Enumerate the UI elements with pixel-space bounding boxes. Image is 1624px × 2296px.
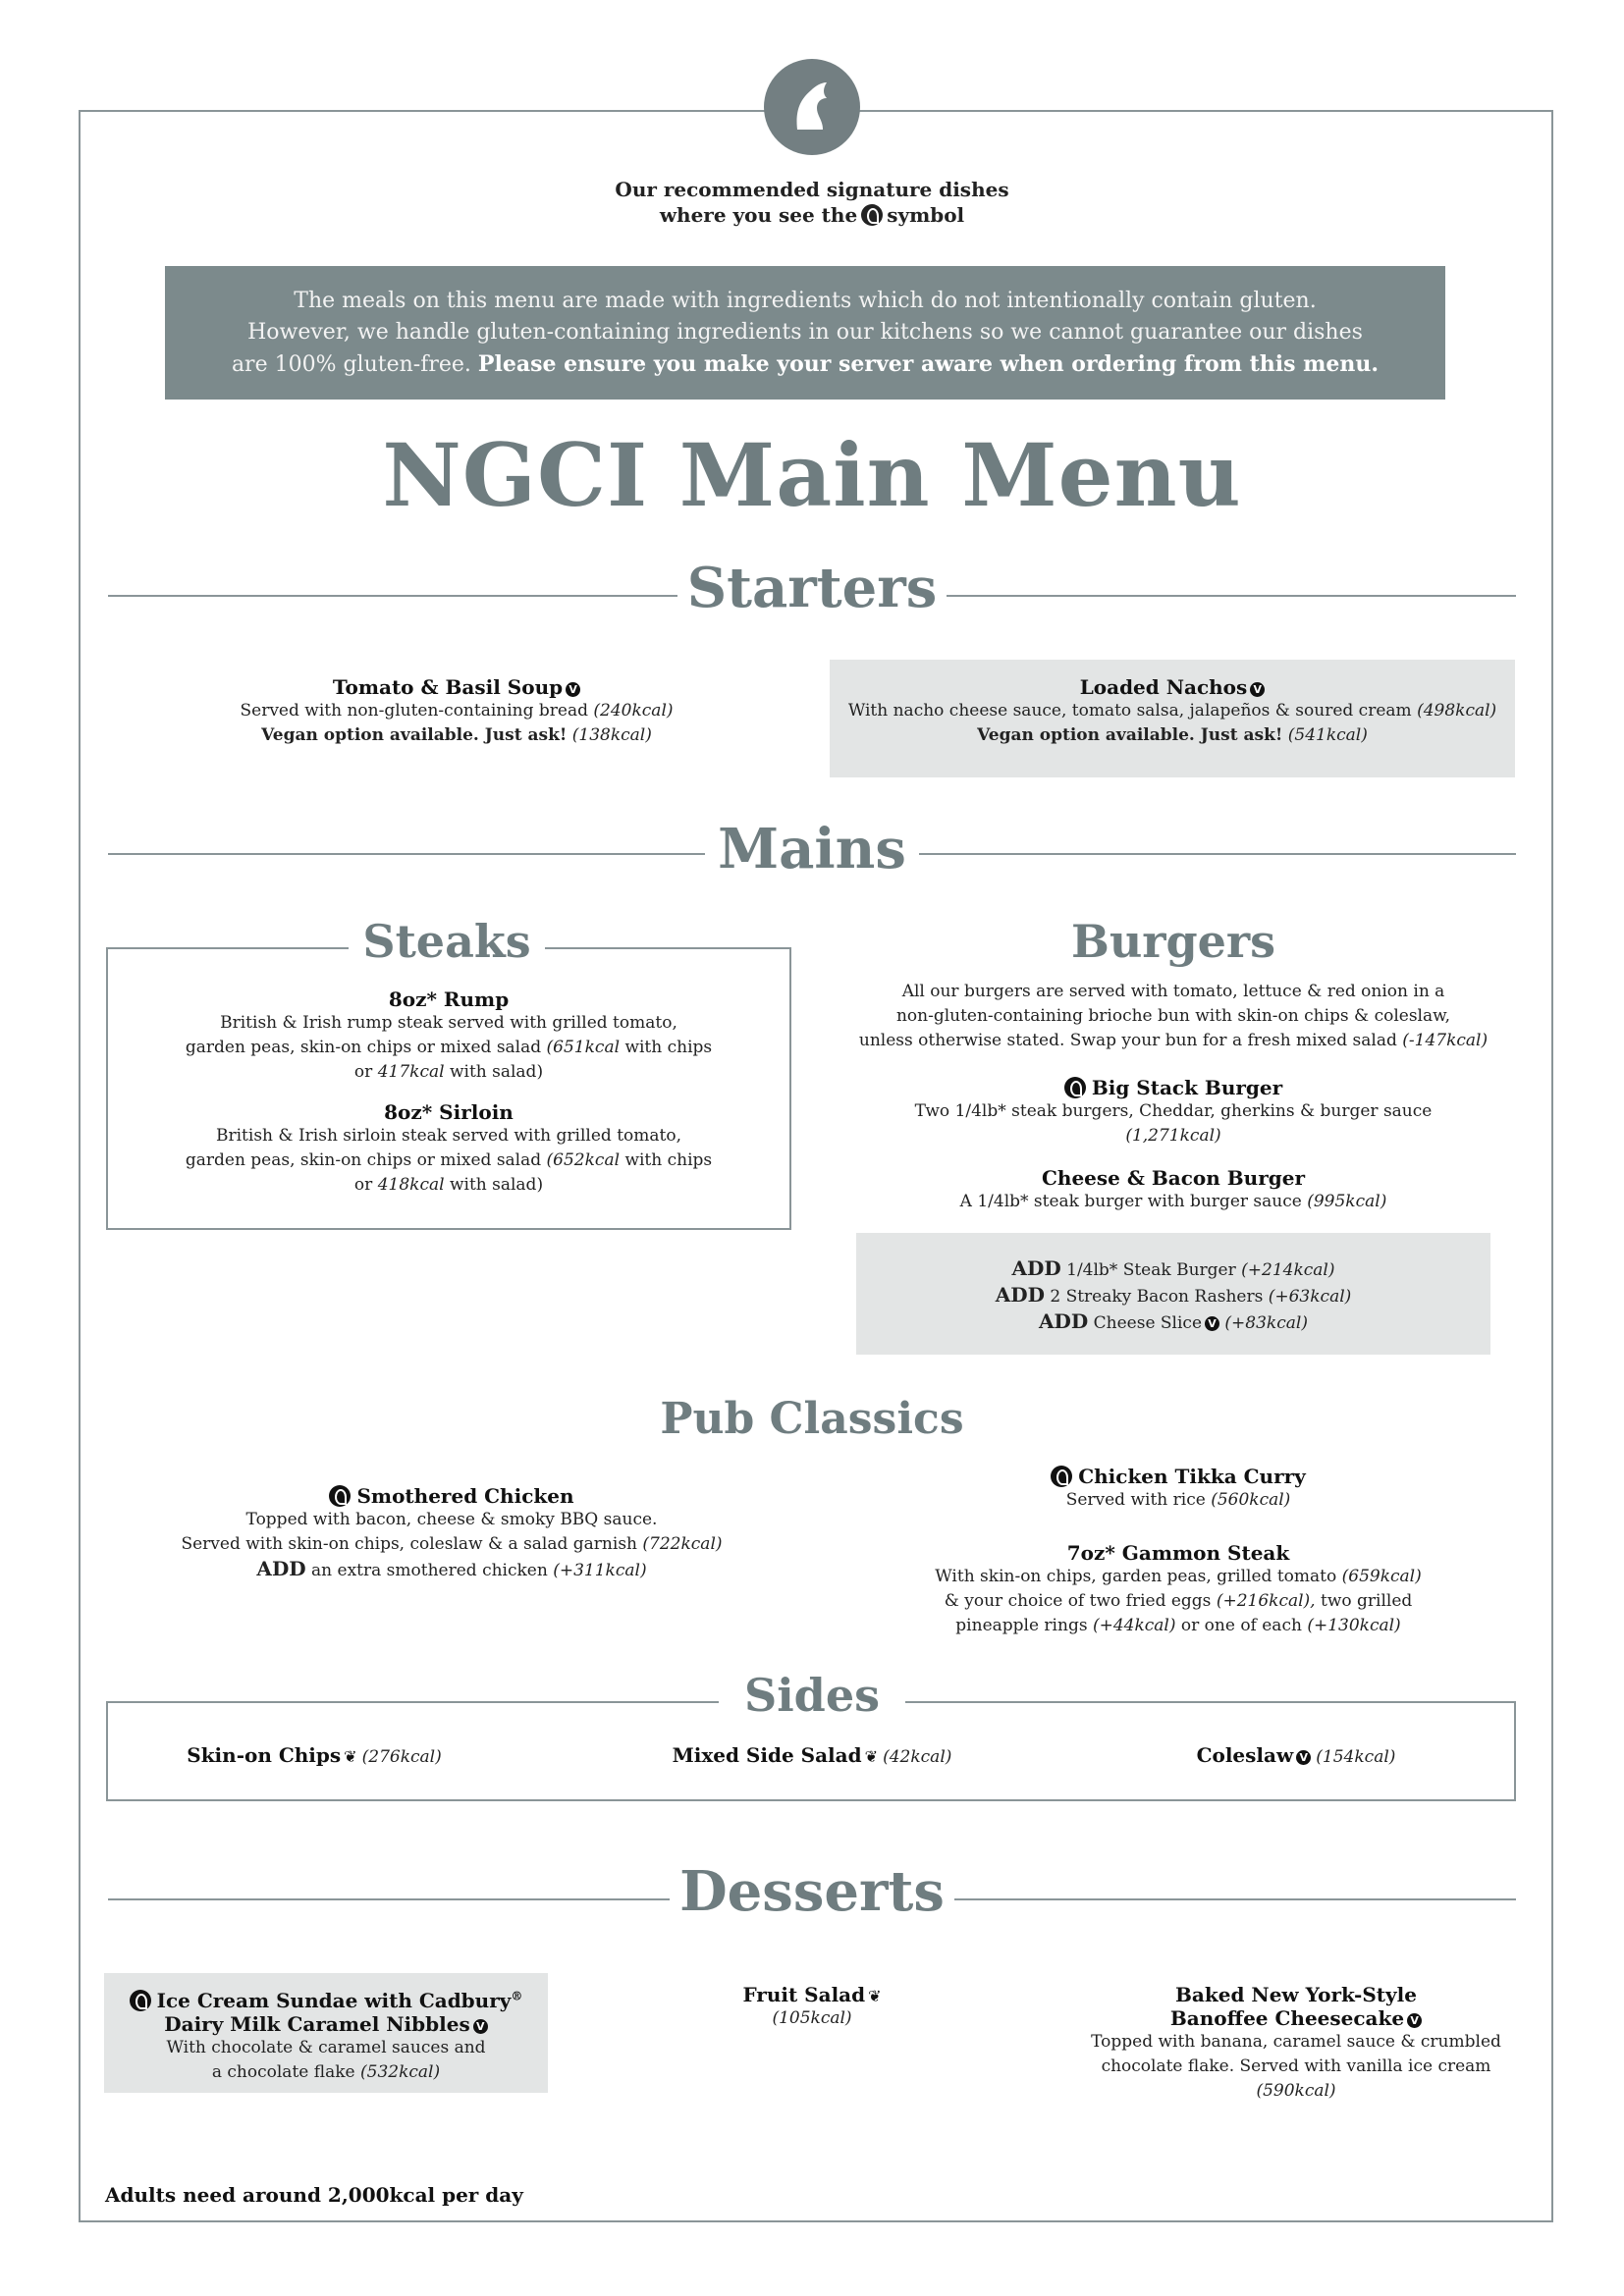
vegetarian-icon: V bbox=[1407, 2013, 1422, 2028]
page-title: NGCI Main Menu bbox=[382, 424, 1242, 526]
signature-icon bbox=[1051, 1466, 1072, 1487]
side-coleslaw: Coleslaw V (154kcal) bbox=[1196, 1743, 1396, 1767]
vegetarian-icon: V bbox=[1296, 1750, 1311, 1765]
wolf-logo-icon bbox=[778, 73, 846, 141]
pub-smothered-chicken: Smothered Chicken Topped with bacon, cheese & smoky BBQ sauce. Served with skin-on chips, coleslaw & a salad garnish (722kcal) ADD an extra smothered chicken (+311kcal) bbox=[181, 1484, 723, 1580]
dessert-fruit-salad: Fruit Salad ❦ (105kcal) bbox=[742, 1983, 882, 2028]
steak-rump: 8oz* Rump British & Irish rump steak served with grilled tomato, garden peas, skin-on chips or mixed salad (651kcal with chips or 417kcal with salad) bbox=[185, 988, 713, 1082]
intro-text bbox=[517, 177, 1107, 228]
calorie-footnote: Adults need around 2,000kcal per day bbox=[105, 2183, 523, 2207]
pub-gammon-steak: 7oz* Gammon Steak With skin-on chips, garden peas, grilled tomato (659kcal) & your choice of two fried eggs (+216kcal), two grilled pineapple rings (+44kcal) or one of each (+130kcal) bbox=[935, 1541, 1422, 1635]
side-mixed-salad: Mixed Side Salad ❦ (42kcal) bbox=[672, 1743, 952, 1767]
notice-line-3: are 100% gluten-free. Please ensure you make your server aware when ordering from this menu. bbox=[231, 351, 1380, 377]
gluten-notice bbox=[165, 266, 1445, 400]
brand-logo bbox=[764, 59, 860, 155]
burger-addons: ADD 1/4lb* Steak Burger (+214kcal) ADD 2 Streaky Bacon Rashers (+63kcal) ADD Cheese Slice V (+83kcal) bbox=[856, 1233, 1490, 1355]
section-mains: Mains bbox=[705, 817, 919, 881]
burger-cheese-bacon: Cheese & Bacon Burger A 1/4lb* steak burger with burger sauce (995kcal) bbox=[959, 1166, 1387, 1211]
burger-big-stack: Big Stack Burger Two 1/4lb* steak burgers, Cheddar, gherkins & burger sauce (1,271kcal) bbox=[914, 1076, 1433, 1146]
section-desserts: Desserts bbox=[670, 1859, 954, 1924]
vegetarian-icon: V bbox=[1205, 1316, 1219, 1331]
signature-icon bbox=[1064, 1077, 1086, 1098]
section-burgers: Burgers bbox=[1031, 915, 1316, 968]
signature-icon bbox=[861, 204, 883, 226]
intro-line-1: Our recommended signature dishes bbox=[615, 178, 1009, 201]
burgers-intro: All our burgers are served with tomato, lettuce & red onion in a non-gluten-containing brioche bun with skin-on chips & coleslaw, unless otherwise stated. Swap your bun for a fresh mixed salad (-147kcal) bbox=[858, 982, 1489, 1050]
steak-sirloin: 8oz* Sirloin British & Irish sirloin steak served with grilled tomato, garden peas, skin-on chips or mixed salad (652kcal with chips or 418kcal with salad) bbox=[185, 1100, 713, 1195]
starter-tomato-soup: Tomato & Basil Soup V Served with non-gluten-containing bread (240kcal) Vegan option available. Just ask! (138kcal) bbox=[240, 675, 674, 745]
starter-loaded-nachos: Loaded Nachos V With nacho cheese sauce, tomato salsa, jalapeños & soured cream (498kcal) Vegan option available. Just ask! (541kcal) bbox=[830, 660, 1515, 777]
vegan-icon: ❦ bbox=[868, 1987, 882, 2005]
dessert-sundae: Ice Cream Sundae with Cadbury® Dairy Milk Caramel Nibbles V With chocolate & caramel sauces and a chocolate flake (532kcal) bbox=[104, 1973, 548, 2093]
vegetarian-icon: V bbox=[473, 2019, 488, 2034]
notice-line-1: The meals on this menu are made with ingredients which do not intentionally contain gluten. bbox=[294, 289, 1317, 313]
section-steaks: Steaks bbox=[349, 915, 545, 968]
side-chips: Skin-on Chips ❦ (276kcal) bbox=[187, 1743, 442, 1767]
pub-chicken-tikka: Chicken Tikka Curry Served with rice (560kcal) bbox=[874, 1465, 1483, 1513]
signature-icon bbox=[329, 1485, 351, 1507]
intro-line-2: where you see the symbol bbox=[659, 203, 965, 227]
vegan-icon: ❦ bbox=[864, 1747, 878, 1766]
signature-icon bbox=[130, 1990, 151, 2011]
vegetarian-icon: V bbox=[566, 682, 580, 697]
section-starters: Starters bbox=[677, 556, 947, 620]
vegetarian-icon: V bbox=[1250, 682, 1265, 697]
section-pub-classics: Pub Classics bbox=[616, 1394, 1008, 1444]
vegan-icon: ❦ bbox=[344, 1747, 357, 1766]
section-sides: Sides bbox=[719, 1669, 905, 1722]
notice-line-2: However, we handle gluten-containing ingredients in our kitchens so we cannot guarantee our dishes bbox=[247, 320, 1363, 345]
dessert-banoffee: Baked New York-Style Banoffee Cheesecake V Topped with banana, caramel sauce & crumbled chocolate flake. Served with vanilla ice cream (590kcal) bbox=[1091, 1983, 1501, 2101]
